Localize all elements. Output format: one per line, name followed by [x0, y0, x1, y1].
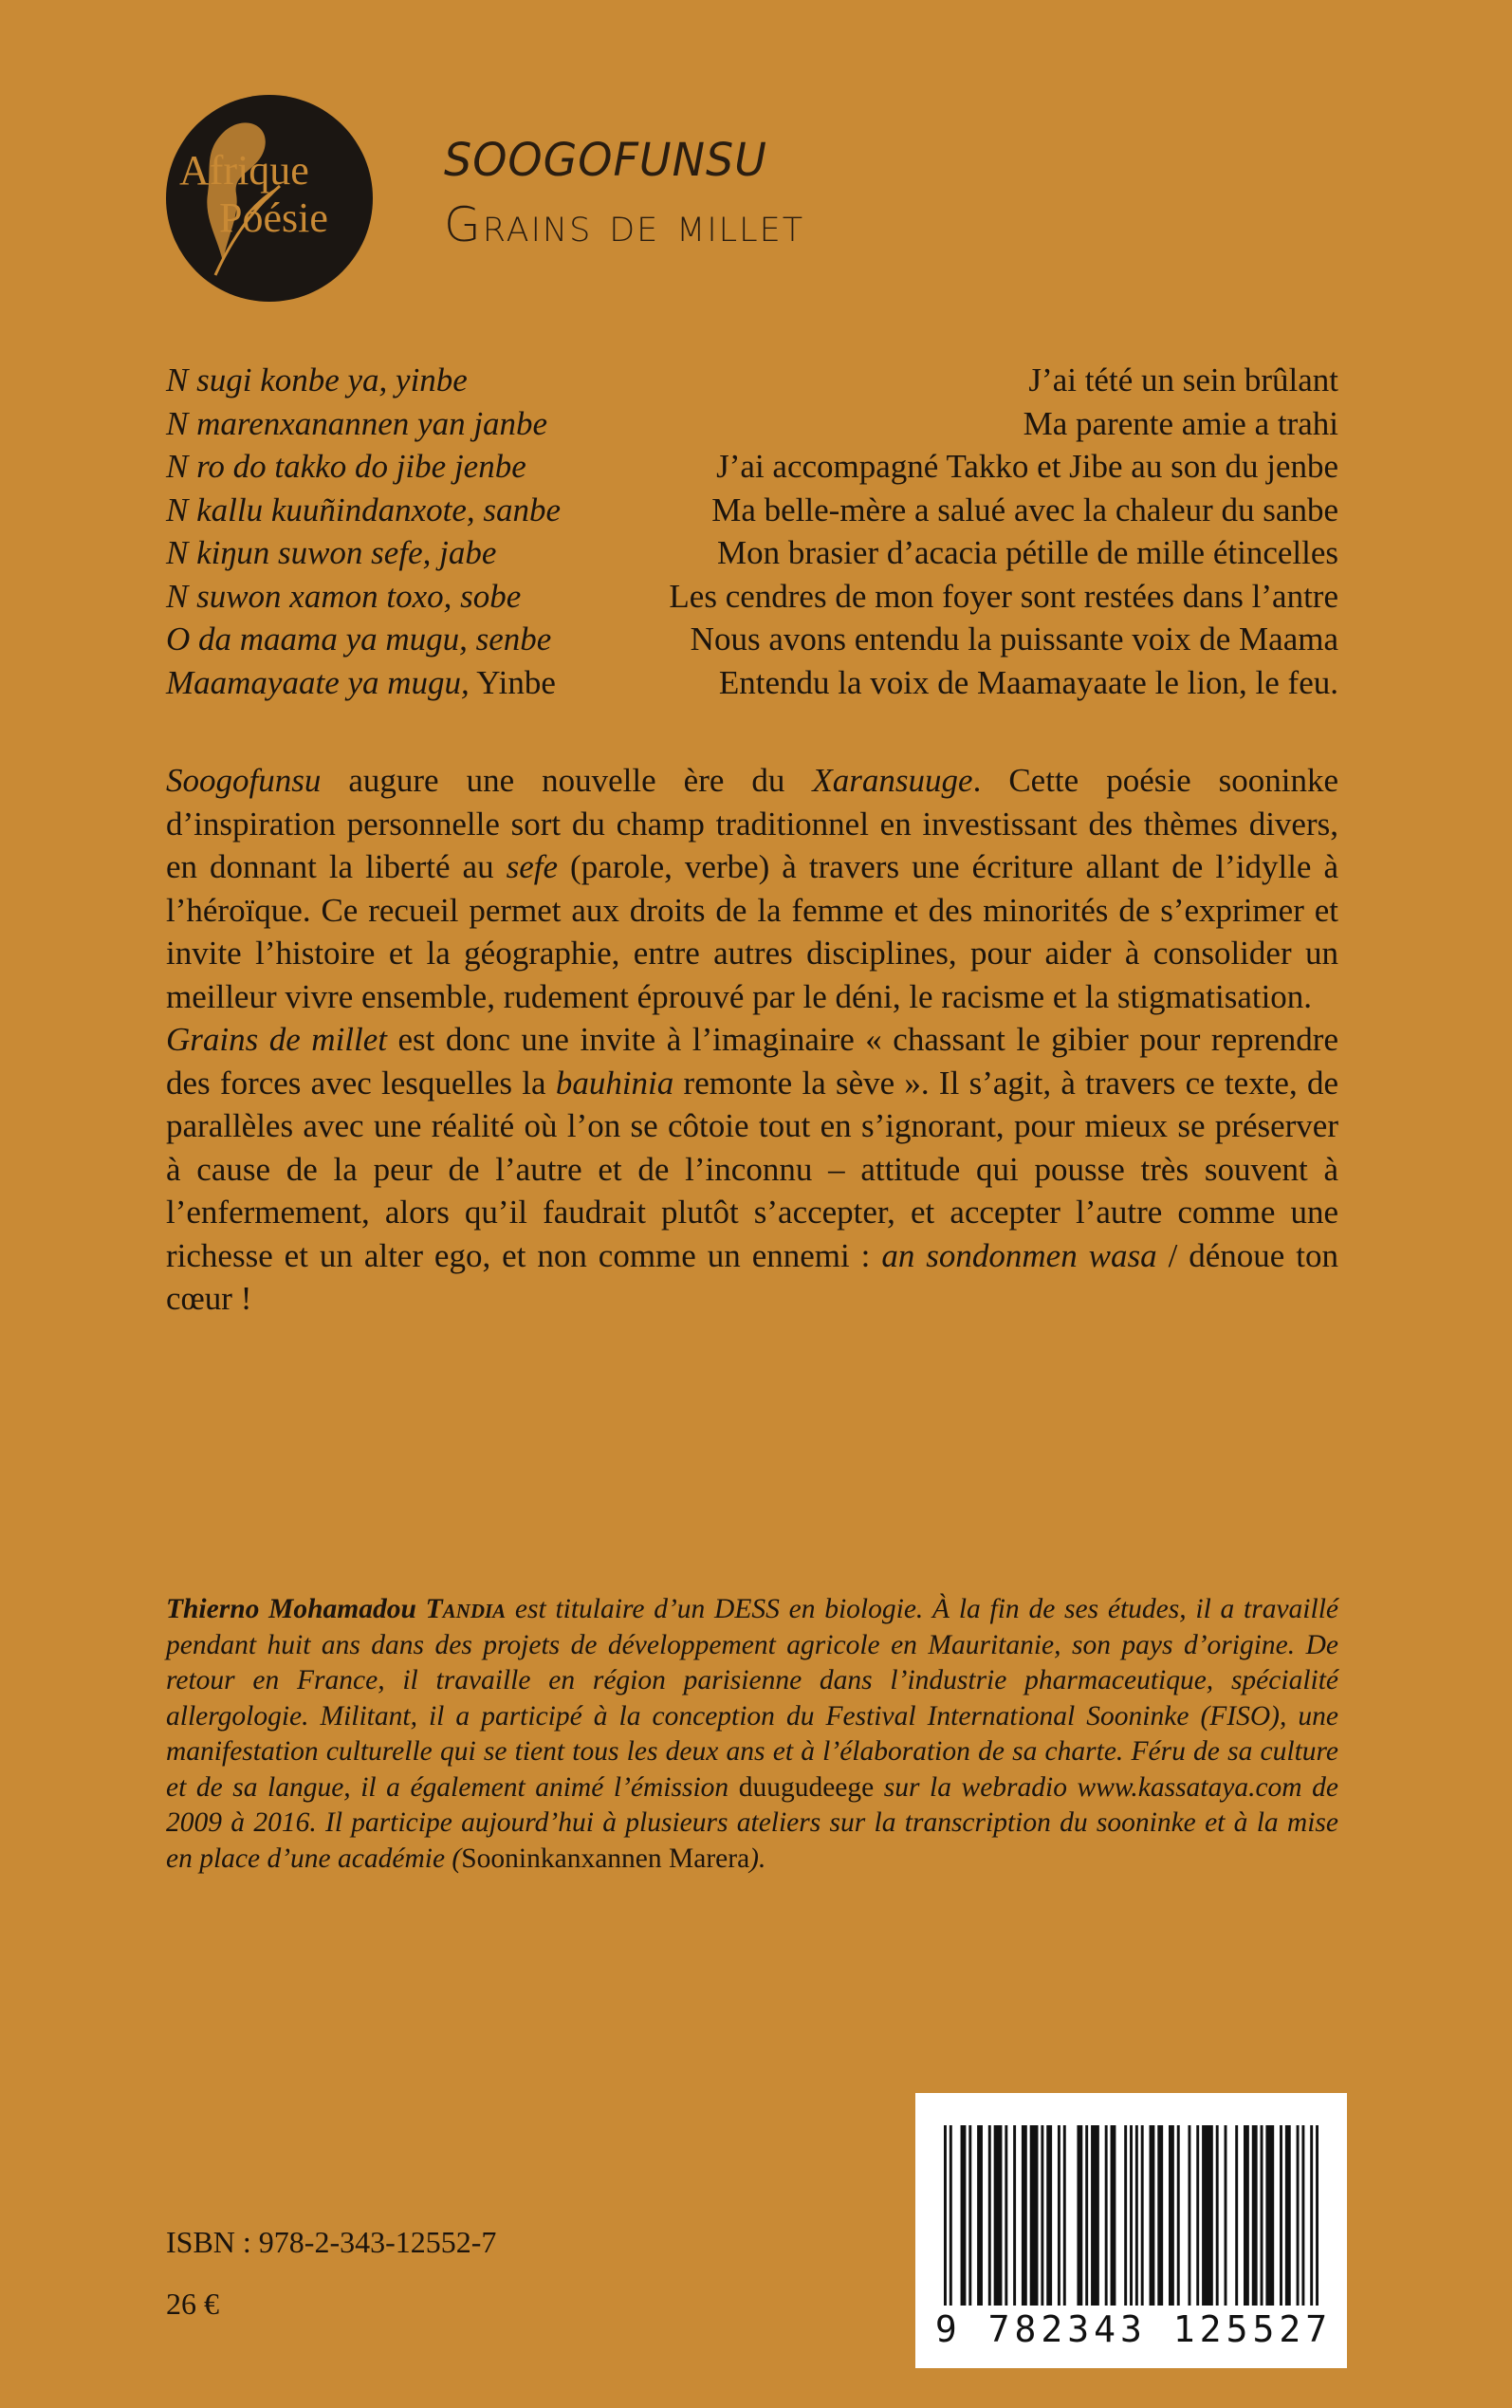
poem-soninke: N ro do takko do jibe jenbe	[166, 448, 526, 485]
barcode-bar	[1261, 2125, 1263, 2306]
poem-line	[166, 359, 1338, 402]
poem-french: Ma belle-mère a salué avec la chaleur du sanbe	[711, 491, 1338, 528]
blurb-text: (parole, verbe) à travers une écriture allant de l’idylle à l’héroïque. Ce recueil permet aux droits de la femme et des minorités de s’exprimer et invite l’histoire et la géographie, entre autres disciplines, pour aider à consolider un meilleur vivre ensemble, rudement éprouvé par le déni, le racisme et la stigmatisation.	[166, 848, 1339, 1015]
barcode-bar	[1022, 2125, 1027, 2306]
author-first-name: Thierno Mohamadou	[166, 1594, 426, 1624]
poem-french: J’ai accompagné Takko et Jibe au son du jenbe	[716, 448, 1338, 485]
back-cover-blurb	[166, 759, 1338, 1321]
barcode-bar	[1316, 2125, 1318, 2306]
bio-text: est titulaire d’un DESS en biologie. À la fin de ses études, il a travaillé pendant huit ans dans des projets de développement agricole en Mauritanie, son pays d’origine. De retour en France, il travaille en région parisienne dans l’industrie pharmaceutique, spécialité allergologie. Militant, il a participé à la conception du Festival International Sooninke (FISO), une manifestation culturelle qui se tient tous les deux ans et à l’élaboration de sa charte. Féru de sa culture et de sa langue, il a également animé l’émission	[166, 1594, 1338, 1803]
barcode-bar	[1297, 2125, 1300, 2306]
poem-line	[166, 531, 1338, 575]
barcode-bar	[988, 2125, 991, 2306]
barcode-bar	[1301, 2125, 1304, 2306]
barcode-bars	[944, 2125, 1318, 2306]
blurb-term: Soogofunsu	[166, 762, 322, 799]
blurb-text: . Cette poésie sooninke d’inspiration personnelle sort du champ traditionnel en investissant des thèmes divers, en donnant la liberté au	[166, 762, 1338, 885]
poem-french: J’ai tété un sein brûlant	[1028, 361, 1338, 398]
poem-line	[166, 489, 1338, 532]
logo-text-poesie: Poésie	[219, 194, 328, 241]
blurb-text: est donc une invite à l’imaginaire « chassant le gibier pour reprendre des forces avec lesquelles la	[166, 1021, 1338, 1102]
barcode-bar	[1196, 2125, 1199, 2306]
poem-french: Ma parente amie a trahi	[1023, 404, 1338, 442]
poem-line	[166, 661, 1338, 705]
poem-line	[166, 618, 1338, 661]
barcode-bar	[1013, 2125, 1016, 2306]
author-bio-paragraph	[166, 1592, 1338, 1877]
blurb-term: Grains de millet	[166, 1021, 387, 1058]
bio-text: ).	[749, 1843, 766, 1874]
barcode-bar	[977, 2125, 983, 2306]
poem-soninke: N sugi konbe ya, yinbe	[166, 361, 468, 398]
poem-french: Nous avons entendu la puissante voix de Maama	[690, 621, 1338, 658]
barcode-bar	[1188, 2125, 1190, 2306]
isbn-number: ISBN : 978-2-343-12552-7	[166, 2225, 497, 2259]
poem-soninke: N kiŋun suwon sefe, jabe	[166, 534, 497, 571]
author-name	[166, 1594, 506, 1624]
barcode-bar	[1063, 2125, 1066, 2306]
poem-soninke-text: Maamayaate ya mugu,	[166, 663, 470, 701]
barcode-bar	[1130, 2125, 1133, 2306]
barcode-bar	[1005, 2125, 1007, 2306]
poem-line	[166, 445, 1338, 489]
blurb-term: bauhinia	[555, 1064, 674, 1102]
barcode-bar	[1235, 2125, 1238, 2306]
barcode-bar	[1030, 2125, 1039, 2306]
barcode-bar	[944, 2125, 947, 2306]
barcode-bar	[950, 2125, 952, 2306]
poem-soninke	[166, 661, 556, 705]
barcode-bar	[961, 2125, 967, 2306]
barcode-bar	[1141, 2125, 1144, 2306]
poem-line	[166, 402, 1338, 446]
barcode-bar	[1285, 2125, 1291, 2306]
barcode-bar	[1280, 2125, 1282, 2306]
barcode-bar	[1046, 2125, 1052, 2306]
blurb-paragraph-1	[166, 759, 1338, 1018]
poem-soninke: N marenxanannen yan janbe	[166, 404, 548, 442]
poem-french: Mon brasier d’acacia pétille de mille étincelles	[717, 534, 1338, 571]
barcode-bar	[1216, 2125, 1219, 2306]
poem-french: Les cendres de mon foyer sont restées dans l’antre	[669, 577, 1338, 615]
barcode-bar	[1091, 2125, 1099, 2306]
book-title: SOOGOFUNSU	[444, 132, 767, 187]
poem-soninke: N kallu kuuñindanxote, sanbe	[166, 491, 562, 528]
barcode-bar	[1111, 2125, 1116, 2306]
author-last-name: Tandia	[425, 1594, 507, 1624]
blurb-text: / dénoue ton cœur !	[166, 1236, 1338, 1317]
bio-emission-name: duugudeege	[738, 1771, 875, 1803]
blurb-paragraph-2	[166, 1018, 1338, 1321]
poem-soninke: O da maama ya mugu, senbe	[166, 621, 552, 658]
barcode-bar	[1150, 2125, 1155, 2306]
price: 26 €	[166, 2287, 219, 2321]
barcode-digits: 9 782343 125527	[934, 2308, 1333, 2350]
barcode-bar	[1058, 2125, 1060, 2306]
bilingual-poem	[166, 359, 1338, 704]
bio-text: sur la webradio www.kassataya.com de 2009 à 2016. Il participe aujourd’hui à plusieurs ateliers sur la transcription du sooninke et à la mise en place d’une académie (	[166, 1771, 1339, 1874]
blurb-term: Xaransuuge	[812, 762, 973, 799]
blurb-term: an sondonmen wasa	[881, 1236, 1157, 1274]
blurb-text: remonte la sève ». Il s’agit, à travers ce texte, de parallèles avec une réalité où l’on se côtoie tout en s’ignorant, pour mieux se préserver à cause de la peur de l’autre et de l’inconnu – attitude qui pousse très souvent à l’enfermement, alors qu’il faudrait plutôt s’accepter, et accepter l’autre comme une richesse et un alter ego, et non comme un ennemi :	[166, 1064, 1338, 1274]
barcode-bar	[1135, 2125, 1138, 2306]
blurb-term: sefe	[506, 848, 559, 885]
barcode-bar	[1124, 2125, 1127, 2306]
logo-text-afrique: Afrique	[179, 147, 309, 194]
barcode-bar	[1085, 2125, 1088, 2306]
barcode-bar	[1244, 2125, 1249, 2306]
book-subtitle: Grains de millet	[444, 197, 805, 252]
barcode-bar	[1252, 2125, 1258, 2306]
barcode-bar	[1202, 2125, 1213, 2306]
barcode-bar	[1225, 2125, 1227, 2306]
barcode-bar	[1157, 2125, 1163, 2306]
barcode-bar	[1105, 2125, 1108, 2306]
barcode-bar	[1041, 2125, 1043, 2306]
poem-line	[166, 575, 1338, 619]
barcode-bar	[1265, 2125, 1274, 2306]
blurb-text: augure une nouvelle ère du	[321, 762, 813, 799]
barcode-bar	[994, 2125, 1003, 2306]
barcode-bar	[1169, 2125, 1174, 2306]
author-bio	[166, 1592, 1338, 1877]
barcode-bar	[968, 2125, 971, 2306]
barcode	[915, 2093, 1347, 2368]
barcode-bar	[1310, 2125, 1313, 2306]
poem-soninke-tail: Yinbe	[469, 663, 556, 701]
poem-soninke: N suwon xamon toxo, sobe	[166, 577, 522, 615]
barcode-bar	[1077, 2125, 1082, 2306]
publisher-logo	[166, 95, 373, 302]
barcode-bar	[1177, 2125, 1180, 2306]
bio-academie-name: Sooninkanxannen Marera	[461, 1843, 750, 1874]
poem-french: Entendu la voix de Maamayaate le lion, le feu.	[718, 663, 1338, 701]
